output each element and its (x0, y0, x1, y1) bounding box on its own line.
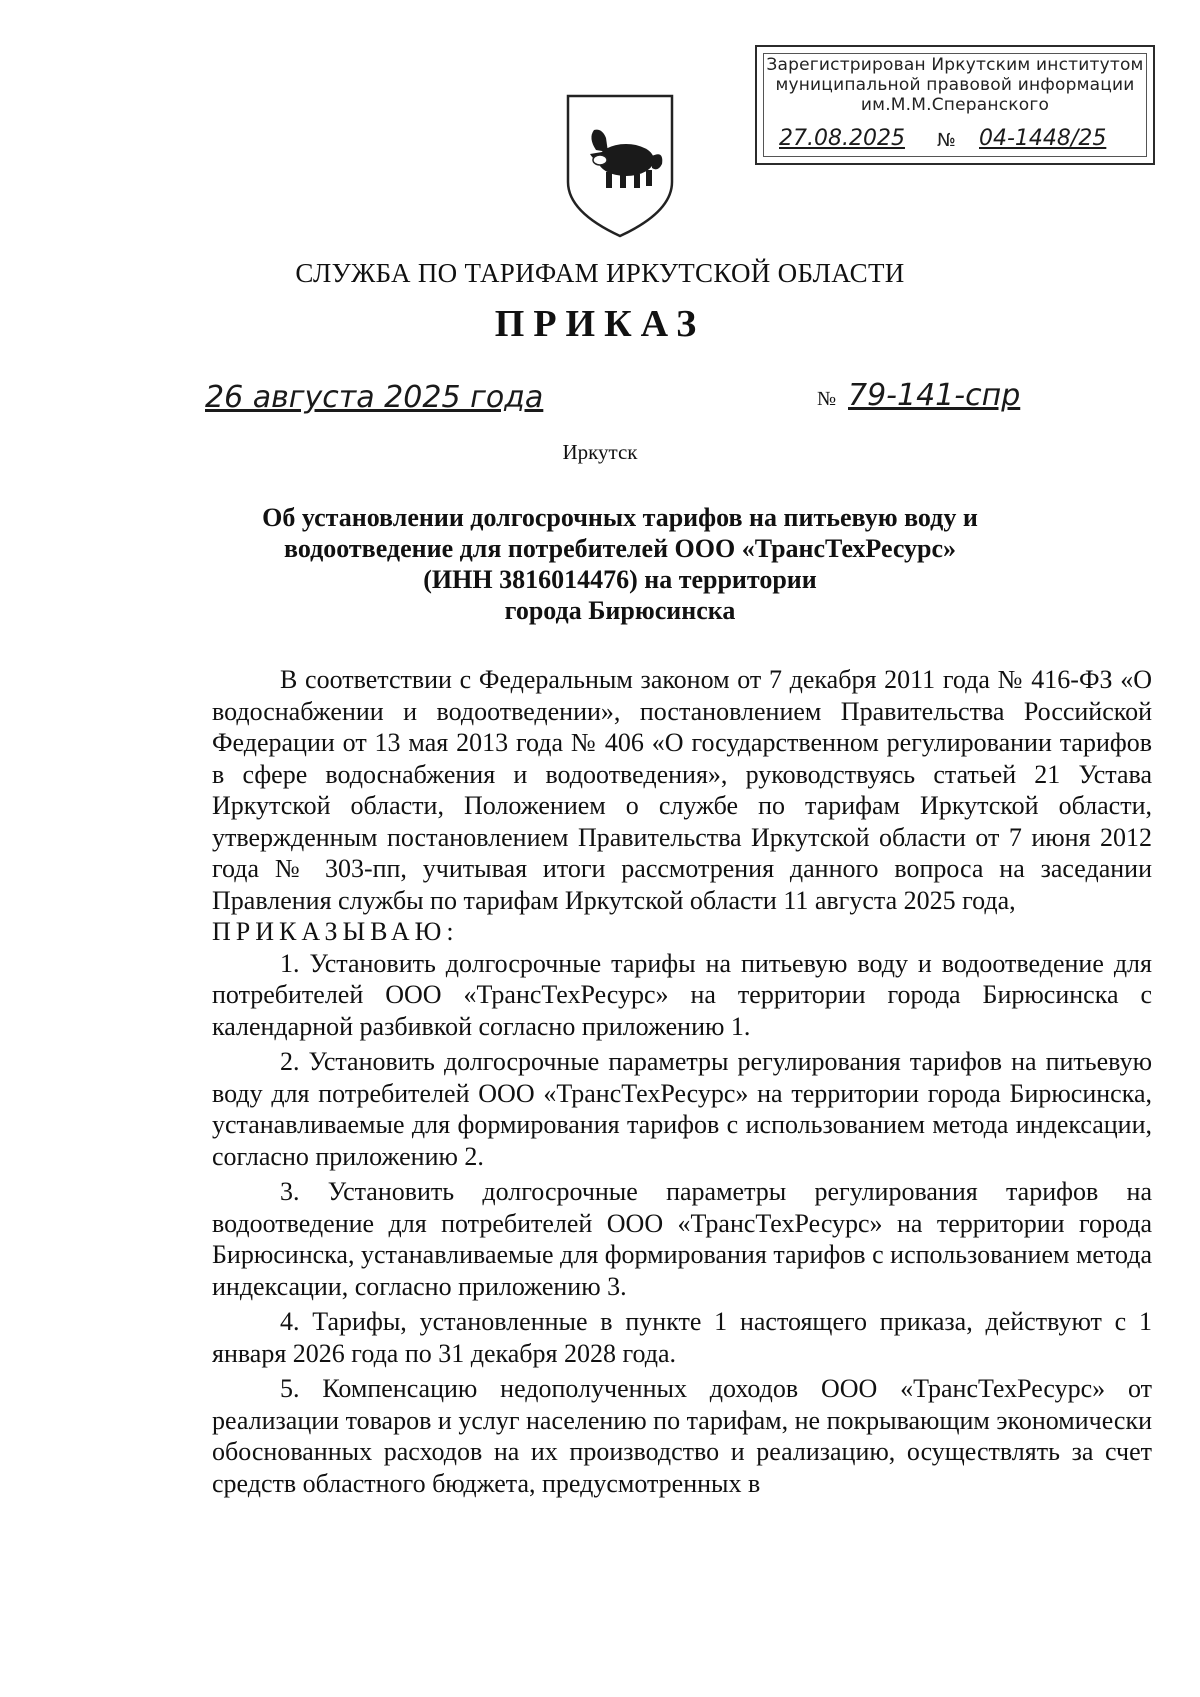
order-item-1: 1. Установить долгосрочные тарифы на питьевую воду и водоотведение для потребителей ООО «ТрансТехРесурс» на территории города Бирюсинска с календарной разбивкой согласно приложению 1. (212, 948, 1152, 1041)
title-line: города Бирюсинска (504, 596, 736, 625)
stamp-line-1: Зарегистрирован Иркутским институтом (766, 55, 1144, 75)
stamp-line-3: им.М.М.Сперанского (860, 95, 1050, 115)
order-number: 79-141-спр (848, 378, 1021, 413)
preamble-paragraph: В соответствии с Федеральным законом от 7 декабря 2011 года № 416-ФЗ «О водоснабжении и водоотведении», постановлением Правительства Российской Федерации от 13 мая 2013 года № 406 «О государственном регулировании тарифов в сфере водоснабжения и водоотведения», руководствуясь статьей 21 Устава Иркутской области, Положением о службе по тарифам Иркутской области, утвержденным постановлением Правительства Иркутской области от 7 июня 2012 года № 303-пп, учитывая итоги рассмотрения данного вопроса на заседании Правления службы по тарифам Иркутской области 11 августа 2025 года, (212, 665, 1152, 915)
order-item-3: 3. Установить долгосрочные параметры регулирования тарифов на водоотведение для потребителей ООО «ТрансТехРесурс» на территории города Бирюсинска, устанавливаемые для формирования тарифов с использованием метода индексации, согласно приложению 3. (212, 1177, 1152, 1301)
agency-name: СЛУЖБА ПО ТАРИФАМ ИРКУТСКОЙ ОБЛАСТИ (295, 258, 905, 288)
order-number-sign: № (817, 388, 837, 410)
order-item-2: 2. Установить долгосрочные параметры регулирования тарифов на питьевую воду для потребителей ООО «ТрансТехРесурс» на территории города Бирюсинска, устанавливаемые для формирования тарифов с использованием метода индексации, согласно приложению 2. (212, 1047, 1152, 1171)
order-item-4: 4. Тарифы, установленные в пункте 1 настоящего приказа, действуют с 1 января 2026 года по 31 декабря 2028 года. (212, 1307, 1152, 1368)
stamp-line-2: муниципальной правовой информации (775, 75, 1135, 95)
document-title (200, 502, 1040, 626)
title-line: (ИНН 3816014476) на территории (423, 565, 817, 594)
registration-stamp (755, 45, 1155, 165)
title-line: Об установлении долгосрочных тарифов на питьевую воду и (262, 503, 978, 532)
document-type-heading: ПРИКАЗ (494, 303, 706, 345)
stamp-registration-number: 04-1448/25 (979, 126, 1107, 151)
coat-of-arms-icon (560, 90, 680, 240)
stamp-number-sign: № (937, 130, 956, 151)
order-date: 26 августа 2025 года (205, 380, 544, 415)
stamp-registration-row (757, 126, 1153, 157)
orders-word: ПРИКАЗЫВАЮ: (212, 917, 459, 946)
order-item-5: 5. Компенсацию недополученных доходов ООО «ТрансТехРесурс» от реализации товаров и услуг населению по тарифам, не покрывающим экономически обоснованных расходов на их производство и реализацию, осуществлять за счет средств областного бюджета, предусмотренных в (212, 1374, 1152, 1498)
city-name: Иркутск (562, 440, 638, 464)
stamp-registration-date: 27.08.2025 (779, 126, 905, 151)
document-body (212, 664, 1152, 1499)
title-line: водоотведение для потребителей ООО «ТрансТехРесурс» (283, 534, 957, 563)
